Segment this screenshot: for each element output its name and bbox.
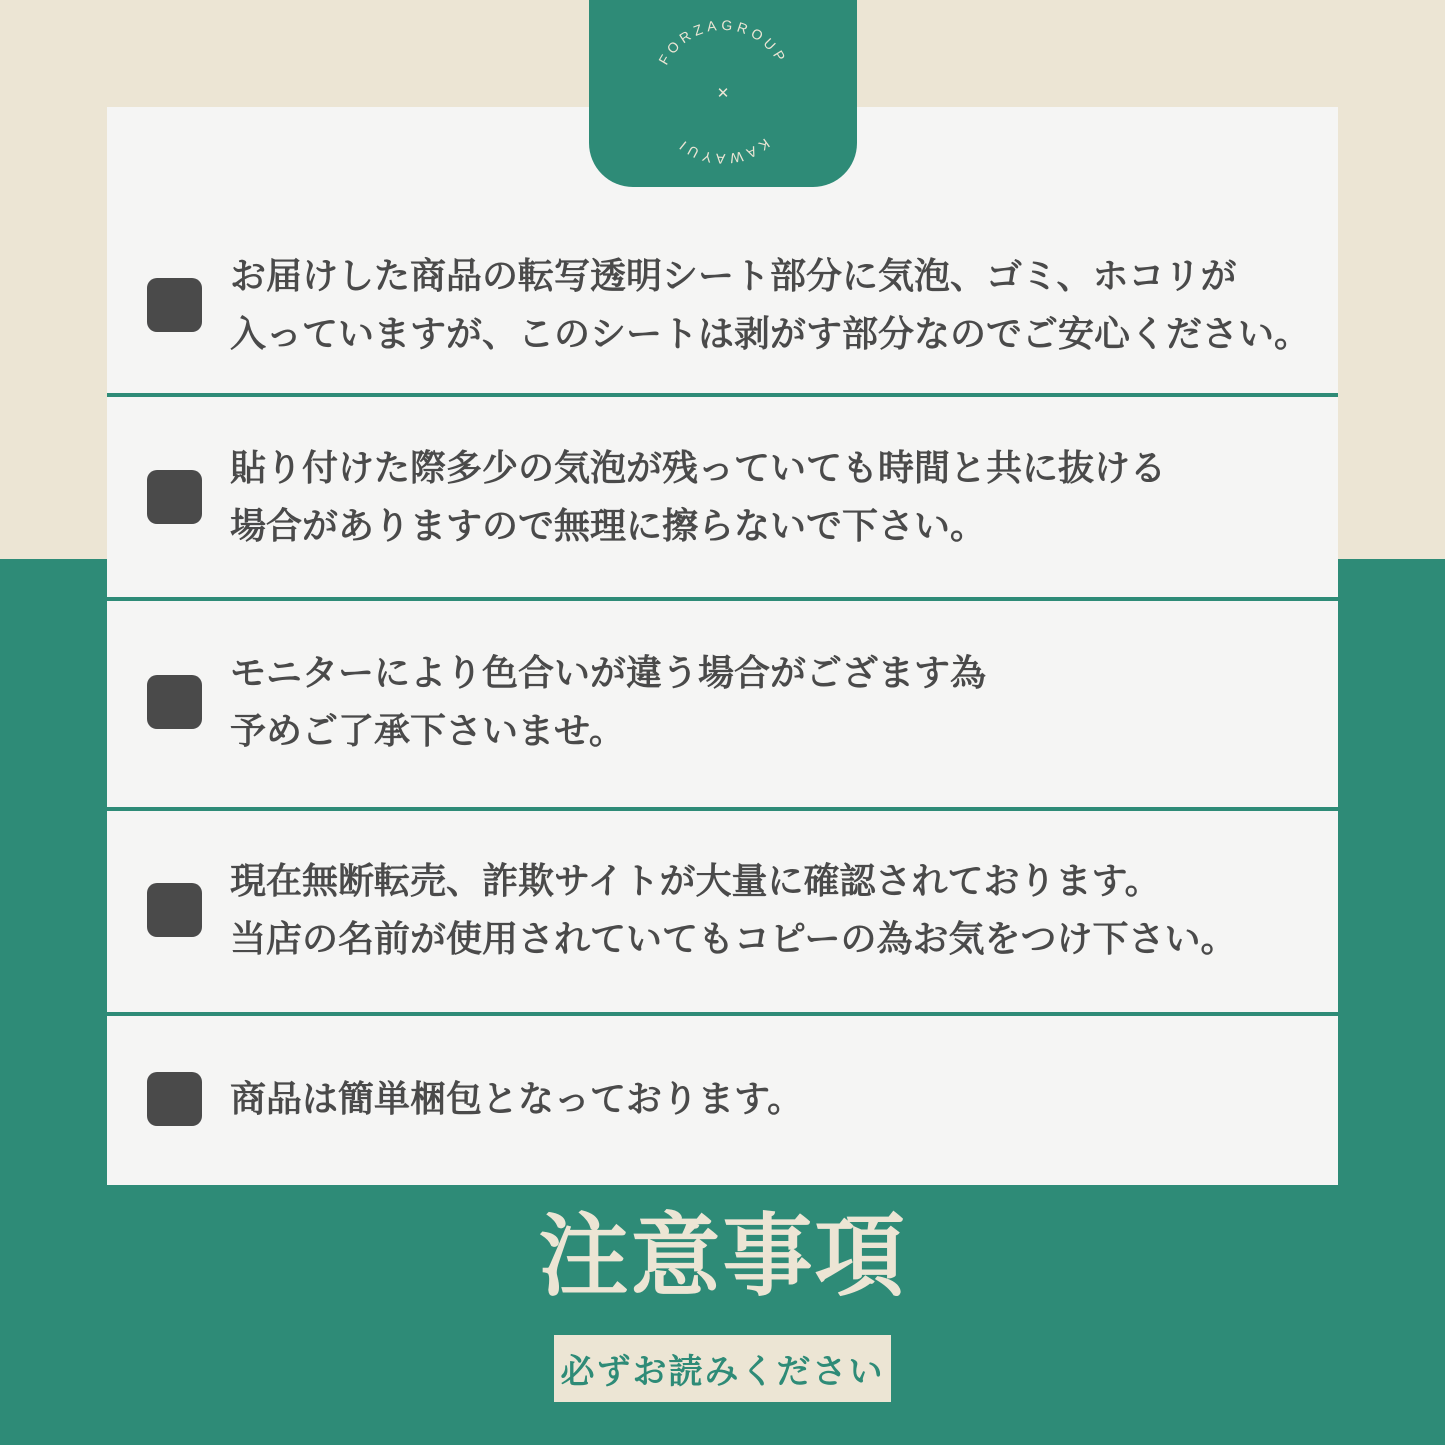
notice-line: 予めご了承下さいませ。 bbox=[230, 710, 625, 751]
notice-text bbox=[230, 439, 1166, 555]
checkbox-icon bbox=[147, 883, 202, 937]
brand-top-arc-text: FORZAGROUP bbox=[655, 16, 791, 68]
brand-circular-logo bbox=[589, 0, 857, 187]
notice-text bbox=[230, 1070, 803, 1128]
notice-item-bubbles bbox=[107, 397, 1338, 597]
checkbox-icon bbox=[147, 470, 202, 524]
notice-item-transfer-sheet bbox=[107, 220, 1338, 390]
notice-text bbox=[230, 644, 986, 760]
notice-item-simple-packaging bbox=[107, 1012, 1338, 1185]
checkbox-icon bbox=[147, 1072, 202, 1126]
x-mark-icon: ✕ bbox=[716, 85, 730, 102]
footer-title: 注意事項 bbox=[538, 1207, 907, 1307]
checkbox-icon bbox=[147, 278, 202, 332]
notice-line: モニターにより色合いが違う場合がござます為 bbox=[230, 652, 987, 693]
notice-line: 場合がありますので無理に擦らないで下さい。 bbox=[230, 505, 987, 546]
notice-text bbox=[230, 247, 1310, 363]
checkbox-icon bbox=[147, 675, 202, 729]
notice-line: 入っていますが、このシートは剥がす部分なのでご安心ください。 bbox=[230, 313, 1311, 354]
notice-text bbox=[230, 852, 1237, 968]
read-notice-label: 必ずお読みください bbox=[554, 1335, 891, 1402]
notice-line: お届けした商品の転写透明シート部分に気泡、ゴミ、ホコリが bbox=[230, 255, 1237, 296]
notice-line: 商品は簡単梱包となっております。 bbox=[230, 1077, 804, 1119]
notice-line: 貼り付けた際多少の気泡が残っていても時間と共に抜ける bbox=[230, 447, 1167, 488]
notice-item-scam-sites bbox=[107, 807, 1338, 1012]
notice-line: 現在無断転売、詐欺サイトが大量に確認されております。 bbox=[230, 859, 1161, 901]
brand-bottom-arc-text: KAWAYUI bbox=[672, 135, 773, 168]
brand-badge bbox=[589, 0, 857, 187]
notice-line: 当店の名前が使用されていてもコピーの為お気をつけ下さい。 bbox=[230, 917, 1237, 959]
notice-item-monitor-color bbox=[107, 597, 1338, 807]
